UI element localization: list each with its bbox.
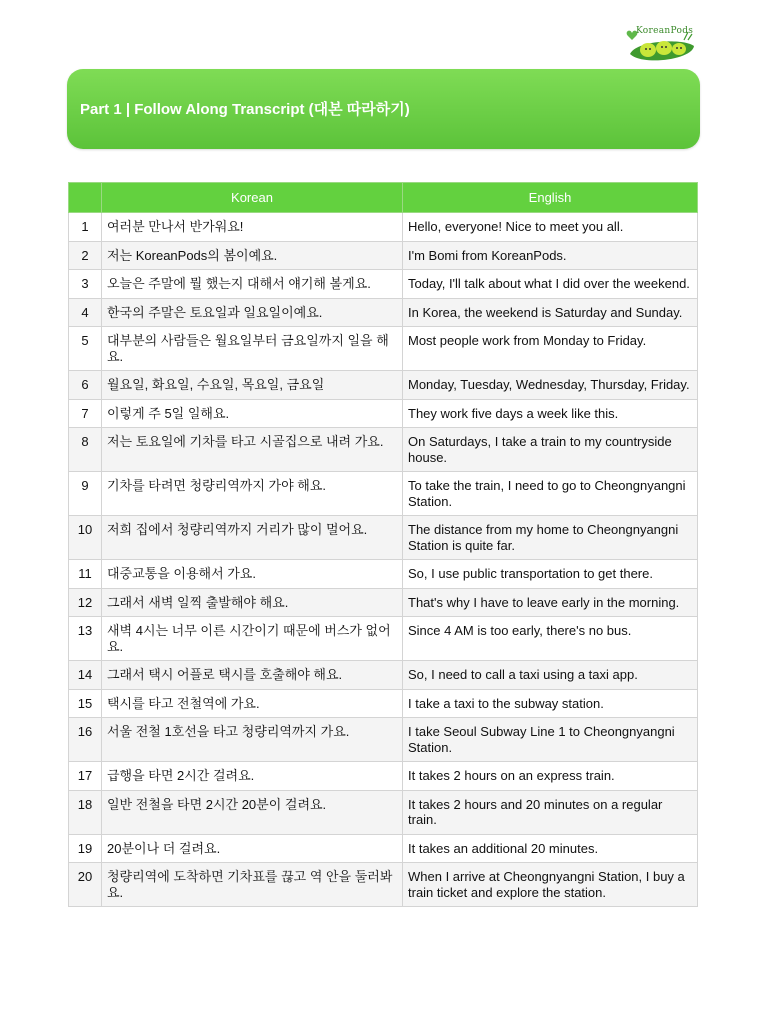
english-translation: It takes an additional 20 minutes. <box>403 834 698 863</box>
row-number: 15 <box>69 689 102 718</box>
table-row <box>69 718 698 762</box>
table-row <box>69 762 698 791</box>
english-translation: Today, I'll talk about what I did over the weekend. <box>403 270 698 299</box>
column-header-english: English <box>403 183 698 213</box>
korean-sentence: 대부분의 사람들은 월요일부터 금요일까지 일을 해요. <box>102 327 403 371</box>
row-number: 19 <box>69 834 102 863</box>
row-number: 9 <box>69 472 102 516</box>
english-translation: So, I use public transportation to get there. <box>403 560 698 589</box>
korean-sentence: 그래서 새벽 일찍 출발해야 해요. <box>102 588 403 617</box>
korean-sentence: 20분이나 더 걸려요. <box>102 834 403 863</box>
korean-sentence: 새벽 4시는 너무 이른 시간이기 때문에 버스가 없어요. <box>102 617 403 661</box>
table-row <box>69 588 698 617</box>
table-row <box>69 790 698 834</box>
row-number: 12 <box>69 588 102 617</box>
english-translation: It takes 2 hours and 20 minutes on a regular train. <box>403 790 698 834</box>
row-number: 20 <box>69 863 102 907</box>
english-translation: When I arrive at Cheongnyangni Station, I buy a train ticket and explore the station. <box>403 863 698 907</box>
table-row <box>69 327 698 371</box>
korean-sentence: 대중교통을 이용해서 가요. <box>102 560 403 589</box>
table-row <box>69 689 698 718</box>
row-number: 4 <box>69 298 102 327</box>
english-translation: So, I need to call a taxi using a taxi app. <box>403 661 698 690</box>
table-row <box>69 371 698 400</box>
korean-sentence: 이렇게 주 5일 일해요. <box>102 399 403 428</box>
korean-sentence: 일반 전철을 타면 2시간 20분이 걸려요. <box>102 790 403 834</box>
english-translation: I'm Bomi from KoreanPods. <box>403 241 698 270</box>
english-translation: Monday, Tuesday, Wednesday, Thursday, Friday. <box>403 371 698 400</box>
korean-sentence: 한국의 주말은 토요일과 일요일이예요. <box>102 298 403 327</box>
table-row <box>69 241 698 270</box>
table-header-row <box>69 183 698 213</box>
section-header <box>67 69 700 149</box>
korean-sentence: 여러분 만나서 반가워요! <box>102 213 403 242</box>
row-number: 7 <box>69 399 102 428</box>
column-header-korean: Korean <box>102 183 403 213</box>
transcript-table <box>68 182 698 907</box>
row-number: 1 <box>69 213 102 242</box>
english-translation: That's why I have to leave early in the morning. <box>403 588 698 617</box>
koreanpods-logo <box>622 26 698 66</box>
english-translation: Hello, everyone! Nice to meet you all. <box>403 213 698 242</box>
table-row <box>69 428 698 472</box>
english-translation: I take Seoul Subway Line 1 to Cheongnyangni Station. <box>403 718 698 762</box>
logo-text: KoreanPods <box>636 26 694 36</box>
table-row <box>69 834 698 863</box>
row-number: 2 <box>69 241 102 270</box>
table-row <box>69 617 698 661</box>
english-translation: It takes 2 hours on an express train. <box>403 762 698 791</box>
english-translation: I take a taxi to the subway station. <box>403 689 698 718</box>
korean-sentence: 저희 집에서 청량리역까지 거리가 많이 멀어요. <box>102 516 403 560</box>
korean-sentence: 서울 전철 1호선을 타고 청량리역까지 가요. <box>102 718 403 762</box>
english-translation: They work five days a week like this. <box>403 399 698 428</box>
row-number: 5 <box>69 327 102 371</box>
korean-sentence: 오늘은 주말에 뭘 했는지 대해서 얘기해 볼게요. <box>102 270 403 299</box>
table-row <box>69 661 698 690</box>
row-number: 13 <box>69 617 102 661</box>
row-number: 3 <box>69 270 102 299</box>
korean-sentence: 급행을 타면 2시간 걸려요. <box>102 762 403 791</box>
korean-sentence: 저는 KoreanPods의 봄이예요. <box>102 241 403 270</box>
table-row <box>69 516 698 560</box>
row-number: 14 <box>69 661 102 690</box>
table-row <box>69 472 698 516</box>
korean-sentence: 택시를 타고 전철역에 가요. <box>102 689 403 718</box>
english-translation: To take the train, I need to go to Cheongnyangni Station. <box>403 472 698 516</box>
korean-sentence: 저는 토요일에 기차를 타고 시골집으로 내려 가요. <box>102 428 403 472</box>
table-row <box>69 270 698 299</box>
page-title: Part 1 | Follow Along Transcript (대본 따라하기) <box>80 101 410 118</box>
row-number: 17 <box>69 762 102 791</box>
row-number: 18 <box>69 790 102 834</box>
english-translation: On Saturdays, I take a train to my countryside house. <box>403 428 698 472</box>
row-number: 11 <box>69 560 102 589</box>
column-header-number <box>69 183 102 213</box>
row-number: 10 <box>69 516 102 560</box>
table-row <box>69 560 698 589</box>
english-translation: Since 4 AM is too early, there's no bus. <box>403 617 698 661</box>
english-translation: The distance from my home to Cheongnyangni Station is quite far. <box>403 516 698 560</box>
english-translation: Most people work from Monday to Friday. <box>403 327 698 371</box>
korean-sentence: 월요일, 화요일, 수요일, 목요일, 금요일 <box>102 371 403 400</box>
korean-sentence: 기차를 타려면 청량리역까지 가야 해요. <box>102 472 403 516</box>
table-row <box>69 298 698 327</box>
korean-sentence: 청량리역에 도착하면 기차표를 끊고 역 안을 둘러봐요. <box>102 863 403 907</box>
row-number: 6 <box>69 371 102 400</box>
row-number: 8 <box>69 428 102 472</box>
table-row <box>69 399 698 428</box>
english-translation: In Korea, the weekend is Saturday and Sunday. <box>403 298 698 327</box>
table-row <box>69 863 698 907</box>
korean-sentence: 그래서 택시 어플로 택시를 호출해야 해요. <box>102 661 403 690</box>
table-row <box>69 213 698 242</box>
row-number: 16 <box>69 718 102 762</box>
